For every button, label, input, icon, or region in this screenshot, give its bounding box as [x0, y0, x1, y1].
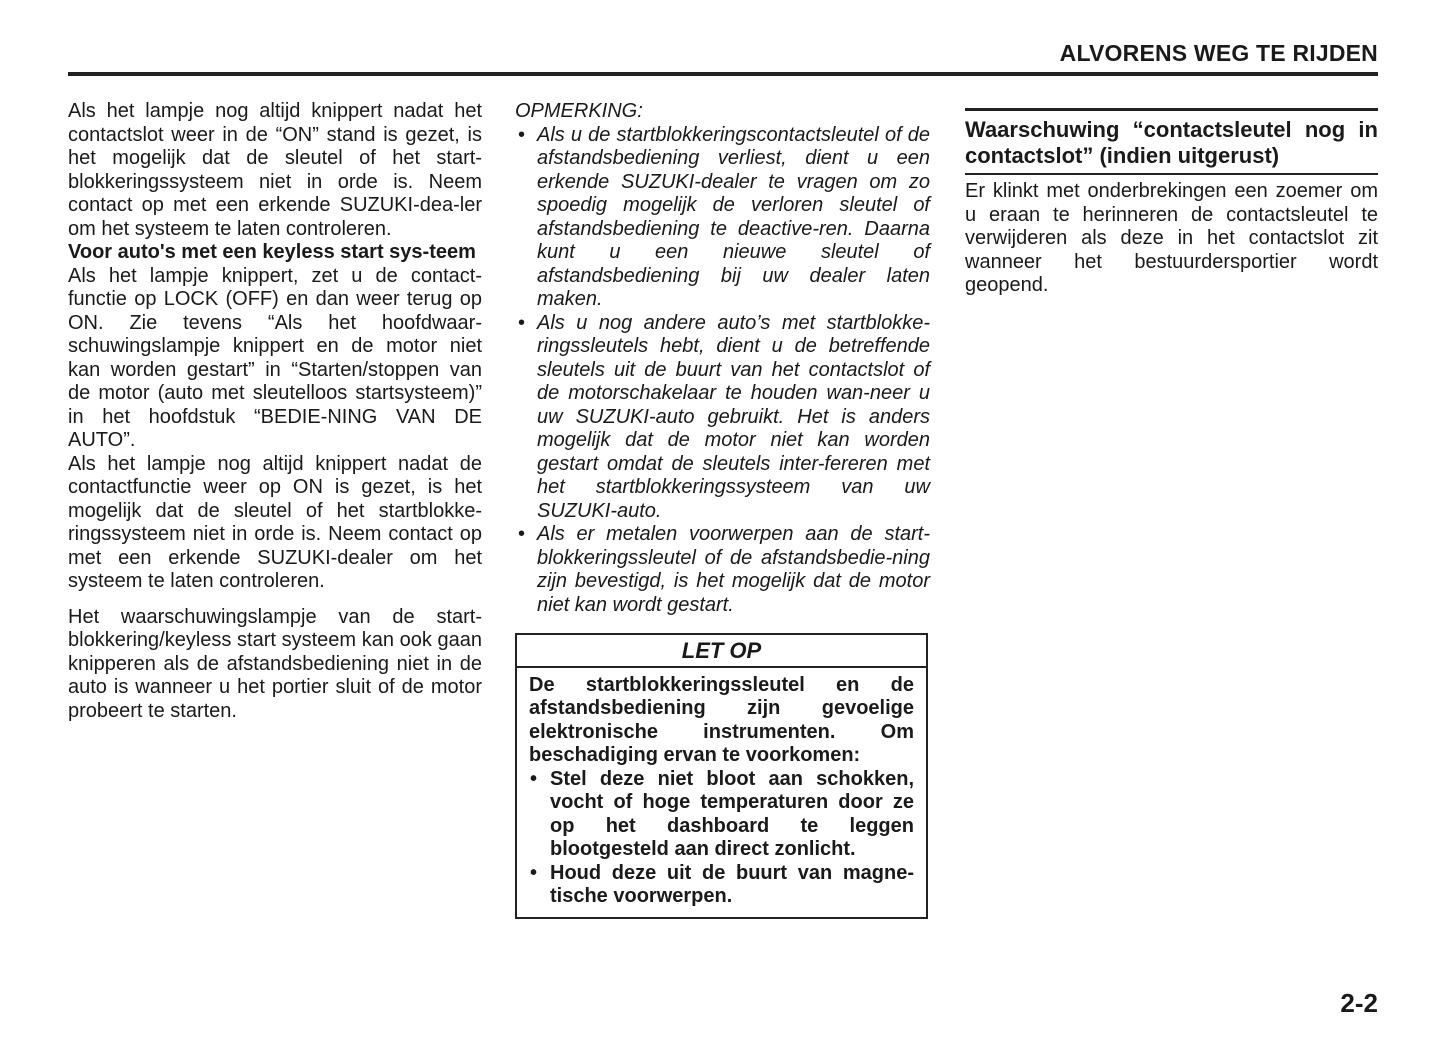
caution-list: [529, 768, 914, 909]
right-column: [965, 108, 1378, 298]
section-title: ALVORENS WEG TE RIJDEN: [1059, 40, 1378, 66]
bullet-icon: •: [530, 767, 538, 790]
key-warning-body: Er klinkt met onderbrekingen een zoemer om u eraan te herinneren de contactsleutel te verwijderen als deze in het contactslot zit wanneer het bestuurdersportier wordt geopend.: [965, 180, 1378, 296]
keyless-subheading: Voor auto's met een keyless start sys-teem: [68, 241, 476, 263]
note-list: [515, 124, 930, 618]
bullet-icon: •: [530, 861, 538, 884]
paragraph-blinking-lamp: Als het lampje nog altijd knippert nadat het contactslot weer in de “ON” stand is gezet, is het mogelijk dat de sleutel of het start-blokkeringssysteem niet in orde is. Neem contact op met een erkende SUZUKI-dea-ler om het systeem te laten controleren.: [68, 100, 482, 240]
note-item: • Als u nog andere auto’s met startblokke-ringssleutels hebt, dient u de betreffende sleutels uit de buurt van het contactslot of de motorschakelaar te houden wan-neer u uw SUZUKI-auto gebruikt. Het is anders mogelijk dat de motor niet kan worden gestart omdat de sleutels inter-fereren met het startblokkeringssysteem van uw SUZUKI-auto.: [518, 311, 930, 522]
left-column: [68, 100, 482, 723]
caution-intro: De startblokkeringssleutel en de afstandsbediening zijn gevoelige elektronische instrumenten. Om beschadiging ervan te voorkomen:: [529, 673, 914, 766]
caution-box: [515, 633, 928, 919]
page-number: 2-2: [1340, 988, 1378, 1018]
bullet-icon: •: [518, 523, 526, 545]
note-title: OPMERKING:: [515, 100, 643, 122]
paragraph-keyless-still-blinking: Als het lampje nog altijd knippert nadat de contactfunctie weer op ON is gezet, is het mogelijk dat de sleutel of het startblokke-ringssysteem niet in orde is. Neem contact op met een erkende SUZUKI-dealer om het systeem te laten controleren.: [68, 452, 482, 592]
bullet-icon: •: [518, 311, 526, 334]
middle-column: [515, 100, 930, 919]
caution-body: [517, 668, 926, 917]
bullet-icon: •: [518, 123, 526, 146]
note-item: • Als er metalen voorwerpen aan de start-blokkeringssleutel of de afstandsbedie-ning zijn bevestigd, is het mogelijk dat de motor niet kan wordt gestart.: [518, 523, 930, 616]
note-item: • Als u de startblokkeringscontactsleutel of de afstandsbediening verliest, dient u een erkende SUZUKI-dealer te vragen om zo spoedig mogelijk de verloren sleutel of afstandsbediening te deactive-ren. Daarna kunt u een nieuwe sleutel of afstandsbediening bij uw dealer laten maken.: [518, 123, 930, 310]
key-warning-heading: Waarschuwing “contactsleutel nog in contactslot” (indien uitgerust): [965, 117, 1378, 168]
paragraph-keyless-blinking: Als het lampje knippert, zet u de contact-functie op LOCK (OFF) en dan weer terug op ON. Zie tevens “Als het hoofdwaar-schuwingslampje knippert en de motor niet kan worden gestart” in “Starten/stoppen van de motor (auto met sleutelloos startsysteem)” in het hoofdstuk “BEDIE-NING VAN DE AUTO”.: [68, 264, 482, 451]
paragraph-warning-lamp: Het waarschuwingslampje van de start-blokkering/keyless start systeem kan ook gaan knipperen als de afstandsbediening niet in de auto is wanneer u het portier sluit of de motor probeert te starten.: [68, 605, 482, 722]
heading-rule-top: [965, 108, 1378, 111]
caution-title: LET OP: [517, 635, 926, 668]
heading-rule-bottom: [965, 173, 1378, 175]
caution-item: • Houd deze uit de buurt van magne-tische voorwerpen.: [530, 861, 914, 907]
caution-item: • Stel deze niet bloot aan schokken, vocht of hoge temperaturen door ze op het dashboard te leggen blootgesteld aan direct zonlicht.: [530, 767, 914, 860]
header-divider: [68, 72, 1378, 76]
